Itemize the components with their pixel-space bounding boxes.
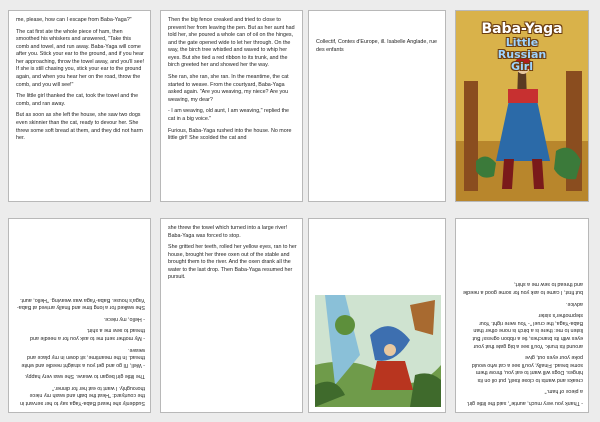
paragraph: Suddenly she heard Baba-Yaga say to her servant in the courtyard: "Heat the bath and wash my niece thoroughly. I want to eat her for dinner." <box>18 384 145 406</box>
text-block <box>463 276 583 406</box>
paragraph: The cat first ate the whole piece of ham, then smoothed his whiskers and answered, "Take this comb and towel, and run away. Baba-Yaga will come after you. Stick your ear to the ground, and if you hear her approaching, throw the towel away, and you'll see! If she is still chasing you, stick your ear to the ground again, and when you hear her on the road, throw the comb, and you will see!" <box>16 28 146 88</box>
paragraph: but first, I came to ask you for some good a needle and thread to sew me a shirt, <box>461 281 583 296</box>
paragraph: creaks and wants to close itself, put oil on its hinges. Dogs will want to eat you, throw them some bread. Finally, you'll see a cat who would poke your eyes out, give <box>470 354 583 383</box>
forest-illustration <box>315 295 441 407</box>
paragraph: around its trunk. You'll see a big gate that your eyes with its branches, tie a ribbon ogress! But listen to me: there is a birch is none other than Baba-Yaga, the cruel "- You were right. Your stepmother's sister <box>471 312 583 349</box>
paragraph: She gritted her teeth, rolled her yellow eyes, ran to her house, brought her three oxen out of the stable and brought them to the river. And the oxen drank all the water to the last drop. Then Baba-Yaga resumed her pursuit. <box>168 244 299 281</box>
paragraph: - My mother sent me to ask you for a needle and thread to sew me a shirt. <box>28 327 145 341</box>
paragraph: Then the big fence creaked and tried to close to prevent her from leaving the pen. But as her aunt had told her, she poured a whole can of oil on the hinges, and the gate opened wide to let her through. On the way, the birch tree whistled and waved to whip her eyes. But she tied a red ribbon to its trunk, and the birch greeted her and showed her the way. <box>168 17 297 69</box>
cover-title-line3: Russian <box>497 48 547 61</box>
text-block <box>16 291 145 406</box>
text-block <box>168 17 297 147</box>
paragraph: Furious, Baba-Yaga rushed into the house. No more little girl! She scolded the cat and <box>168 127 293 142</box>
paragraph: She walked for a long time and finally arrived at Baba-Yaga's house. Baba-Yaga was weaving. "Hello, aunt. <box>16 296 145 311</box>
cover-title <box>456 21 588 73</box>
page-panel-top-1 <box>8 10 151 202</box>
paragraph: me, please, how can I escape from Baba-Yaga?" <box>16 17 132 23</box>
cover-title-line1: Baba-Yaga <box>481 21 563 37</box>
page-panel-top-2 <box>160 10 303 202</box>
page-panel-top-3 <box>308 10 446 202</box>
page-panel-bottom-2 <box>160 218 303 413</box>
credits-block <box>316 39 440 58</box>
paragraph: The little girl thanked the cat, took the towel and the comb, and ran away. <box>16 93 140 107</box>
page-panel-bottom-1 <box>8 218 151 413</box>
paragraph: Collectif, Contes d'Europe, ill. Isabelle Anglade, rue des enfants <box>316 39 439 53</box>
cover-title-line4: Girl <box>511 60 533 73</box>
paragraph: - Thank you very much, auntie", said the little girl. <box>466 400 583 406</box>
paragraph: The little girl began to weave. She was very happy. <box>24 373 145 380</box>
paragraph: But as soon as she left the house, she saw two dogs even skinnier than the cat, ready to devour her. She threw some soft bread at them, and they did not harm her. <box>16 112 145 142</box>
paragraph: she threw the towel which turned into a large river! Baba-Yaga was forced to stop. <box>168 225 289 239</box>
page-panel-bottom-3 <box>308 218 446 413</box>
paragraph: - Well, I'll go and get you a straight needle and white thread. In the meantime, sit down in my place and weave. <box>19 346 145 368</box>
cover-title-line2: Little <box>505 36 539 49</box>
text-block <box>16 17 145 147</box>
page-panel-bottom-4 <box>455 218 589 413</box>
cover-panel <box>455 10 589 202</box>
paragraph: - Hello, my niece. <box>103 315 145 322</box>
paragraph: a piece of ham." <box>544 388 583 395</box>
paragraph: advice. <box>566 300 583 307</box>
paragraph: She ran, she ran, she ran. In the meantime, the cat started to weave. From the courtyard, Baba-Yaga asked again. "Are you weaving, my niece? Are you weaving, my dear? <box>168 74 291 103</box>
text-block <box>168 225 297 286</box>
paragraph: - I am weaving, old aunt, I am weaving," replied the cat in a big voice." <box>168 108 291 122</box>
